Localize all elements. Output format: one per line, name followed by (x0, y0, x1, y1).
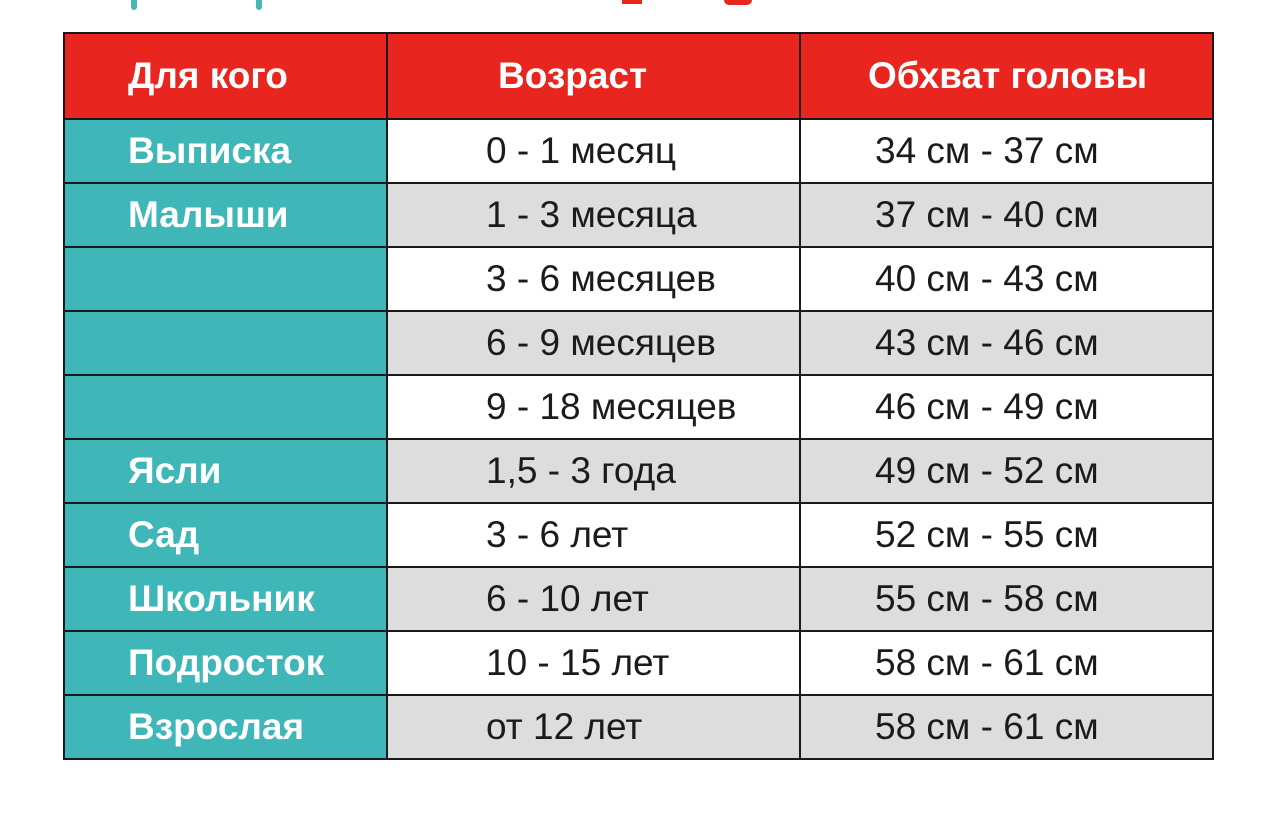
column-header-head-circumference: Обхват головы (800, 33, 1213, 119)
table-row (64, 119, 1213, 183)
cell-head-circumference: 58 см - 61 см (800, 695, 1213, 759)
table-row (64, 503, 1213, 567)
cell-age: 6 - 9 месяцев (387, 311, 800, 375)
cell-who: Малыши (64, 183, 387, 247)
table-row (64, 567, 1213, 631)
table-row (64, 183, 1213, 247)
cell-head-circumference: 40 см - 43 см (800, 247, 1213, 311)
cell-head-circumference: 55 см - 58 см (800, 567, 1213, 631)
cell-head-circumference: 37 см - 40 см (800, 183, 1213, 247)
decorative-title-fragment (256, 0, 262, 10)
cell-who (64, 375, 387, 439)
cell-who (64, 311, 387, 375)
table-header-row (64, 33, 1213, 119)
table-row (64, 631, 1213, 695)
column-header-who: Для кого (64, 33, 387, 119)
cell-age: 1,5 - 3 года (387, 439, 800, 503)
cell-who: Выписка (64, 119, 387, 183)
cell-head-circumference: 49 см - 52 см (800, 439, 1213, 503)
cell-age: 1 - 3 месяца (387, 183, 800, 247)
table-row (64, 311, 1213, 375)
cell-who (64, 247, 387, 311)
decorative-title-fragment (622, 0, 642, 4)
cell-who: Школьник (64, 567, 387, 631)
table-row (64, 247, 1213, 311)
cell-head-circumference: 43 см - 46 см (800, 311, 1213, 375)
cell-head-circumference: 34 см - 37 см (800, 119, 1213, 183)
head-size-table (63, 32, 1214, 760)
column-header-age: Возраст (387, 33, 800, 119)
decorative-title-fragment (131, 0, 137, 10)
cell-head-circumference: 46 см - 49 см (800, 375, 1213, 439)
cell-head-circumference: 58 см - 61 см (800, 631, 1213, 695)
table-row (64, 375, 1213, 439)
cell-who: Взрослая (64, 695, 387, 759)
cell-age: 9 - 18 месяцев (387, 375, 800, 439)
decorative-title-fragment (724, 0, 752, 5)
cell-age: 3 - 6 лет (387, 503, 800, 567)
cell-age: от 12 лет (387, 695, 800, 759)
cell-who: Сад (64, 503, 387, 567)
cell-age: 6 - 10 лет (387, 567, 800, 631)
table-row (64, 439, 1213, 503)
table-row (64, 695, 1213, 759)
cell-age: 3 - 6 месяцев (387, 247, 800, 311)
cell-who: Ясли (64, 439, 387, 503)
cell-who: Подросток (64, 631, 387, 695)
cell-age: 0 - 1 месяц (387, 119, 800, 183)
cell-head-circumference: 52 см - 55 см (800, 503, 1213, 567)
cell-age: 10 - 15 лет (387, 631, 800, 695)
